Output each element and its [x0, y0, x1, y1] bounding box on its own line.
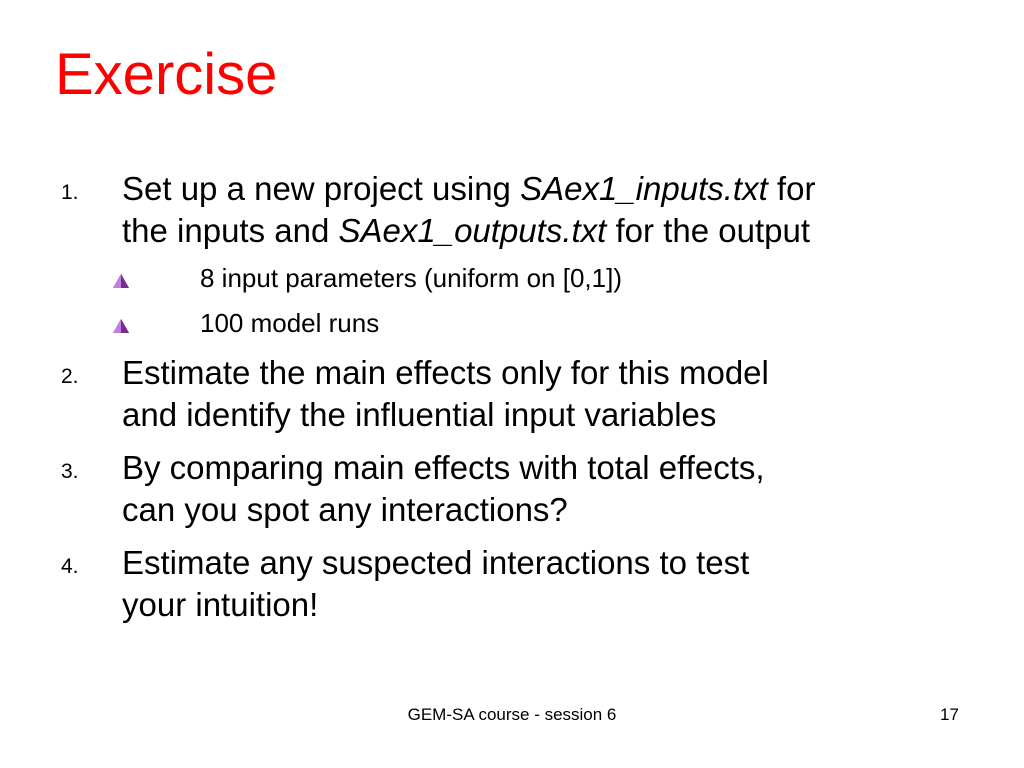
list-item-text: [122, 352, 769, 436]
filename-outputs: SAex1_outputs.txt: [338, 212, 607, 249]
slide-title: Exercise: [55, 42, 278, 107]
list-number: 3.: [61, 460, 79, 483]
sub-list-text: 100 model runs: [200, 308, 380, 338]
page-number: 17: [940, 705, 959, 724]
text-line: can you spot any interactions?: [122, 491, 568, 528]
list-item-text: [122, 168, 815, 252]
text-line: the inputs and SAex1_outputs.txt for the output: [122, 212, 810, 249]
list-number: 2.: [61, 365, 79, 388]
text-line: Set up a new project using SAex1_inputs.txt for: [122, 170, 816, 207]
list-number: 4.: [61, 555, 79, 578]
list-item-text: [122, 447, 765, 531]
sub-list-text: 8 input parameters (uniform on [0,1]): [200, 263, 622, 293]
footer-text: GEM-SA course - session 6: [407, 705, 617, 724]
text-line: Estimate the main effects only for this model: [122, 354, 769, 391]
list-item-text: [122, 542, 749, 626]
text-line: Estimate any suspected interactions to test: [122, 544, 750, 581]
pyramid-bullet-icon: [112, 318, 130, 334]
text-line: and identify the influential input variables: [122, 396, 717, 433]
pyramid-bullet-icon: [112, 273, 130, 289]
list-number: 1.: [61, 181, 79, 204]
text-line: By comparing main effects with total effects,: [122, 449, 765, 486]
text-line: your intuition!: [122, 586, 319, 623]
filename-inputs: SAex1_inputs.txt: [520, 170, 768, 207]
